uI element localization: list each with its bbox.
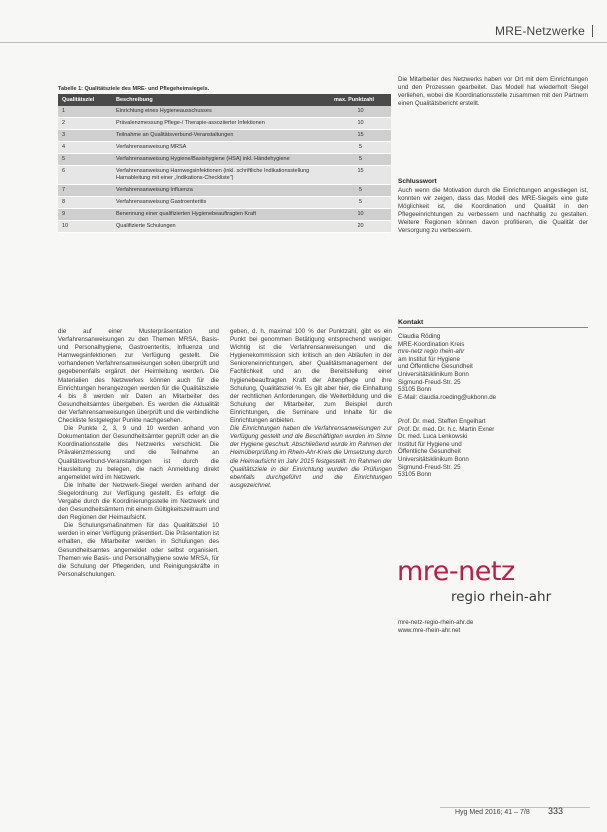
contact-line: Dr. med. Luca Lenkowski [398, 433, 468, 441]
schlusswort-text: Auch wenn die Motivation durch die Einrichtungen angestiegen ist, konnten wir zeigen, dass das Modell des MRE-Siegels eine gute Möglichkeit ist, die Koordination und Qualität in den Pflegeeinrichtungen zu verbessern und nachhaltig zu gestalten. Weitere Regionen können davon profitieren, die Qualität der Versorgung zu verbessern. [398, 187, 588, 235]
description-cell: Verfahrensanweisung Hygiene/Basishygiene (HSA) inkl. Händehygiene [112, 154, 330, 166]
running-header: MRE-Netzwerke [495, 24, 585, 38]
points-cell: 5 [330, 154, 391, 166]
table-caption: Tabelle 1: Qualitätsziele des MRE- und Pflegeheimsiegels. [58, 86, 210, 92]
goal-number-cell: 6 [58, 166, 112, 185]
points-cell: 20 [330, 221, 391, 233]
points-cell: 5 [330, 197, 391, 209]
goal-number-cell: 5 [58, 154, 112, 166]
contact-line: Universitätsklinikum Bonn [398, 455, 469, 463]
table-row [58, 166, 391, 185]
table-row [58, 142, 391, 154]
description-cell: Verfahrensanweisung Harnwegsinfektionen (inkl. schriftliche Indikationsstellung Harnableitung mit einer „Indikations-Checkliste") [112, 166, 330, 185]
goal-number-cell: 4 [58, 142, 112, 154]
contact-line: Prof. Dr. med. Dr. h.c. Martin Exner [398, 425, 495, 433]
description-cell: Benennung einer qualifizierten Hygienebeauftragten Kraft [112, 209, 330, 221]
description-cell: Verfahrensanweisung Gastroenteritis [112, 197, 330, 209]
description-cell: Verfahrensanweisung MRSA [112, 142, 330, 154]
col1-paragraph: Die Punkte 2, 3, 9 und 10 werden anhand von Dokumentation der Gesundheitsämter geprüft oder an die Koordinationsstelle des Netzwerks verschickt. Die Prävalenzmessung und die Teilnahme an Qualitätsverbund-Veranstaltungen ist durch die Hausleitung zu belegen, die nach Anmeldung direkt angemeldet wird im Netzwerk. [58, 425, 219, 481]
contact-line: Sigmund-Freud-Str. 25 [398, 463, 461, 471]
body-column-2 [230, 328, 392, 490]
contact-line: MRE-Koordination Kreis [398, 340, 465, 348]
website-link[interactable]: www.mre-rhein-ahr.net [398, 626, 461, 634]
contact-block-1 [398, 333, 588, 401]
description-cell: Einrichtung eines Hygieneausschusses [112, 106, 330, 118]
points-cell: 15 [330, 130, 391, 142]
table-row [58, 130, 391, 142]
points-cell: 10 [330, 209, 391, 221]
contact-line: 53105 Bonn [398, 471, 432, 479]
table-row [58, 154, 391, 166]
contact-email[interactable]: E-Mail: claudia.roeding@ukbonn.de [398, 393, 497, 401]
contact-line: 53105 Bonn [398, 386, 432, 394]
footer-journal: Hyg Med 2016; 41 – 7/8 [455, 809, 530, 816]
col-header-points: max. Punktzahl [330, 94, 391, 106]
header-bar-divider [592, 25, 593, 37]
points-cell: 10 [330, 106, 391, 118]
contact-line: Institut für Hygiene und [398, 440, 462, 448]
mre-netz-logo [397, 556, 587, 612]
col1-paragraph: die auf einer Musterpräsentation und Verfahrensanweisungen zu den Themen MRSA, Basis- und Personalhygiene, Gastroenteritis, Influenza und Harnwegsinfektionen zur Verfügung gestellt. Die vorhandenen Verfahrensanweisungen sollen überprüft und gegebenenfalls ergänzt der Heimleitung werden. Die Materialien des Netzwerkes können auch für die Einrichtungen herangezogen werden für die Qualitätsziele 4 bis 8 werden wir Daten an Mitarbeiter des Gesundheitsamtes übergeben. Es werden die Aktualität der Verfahrensanweisungen überprüft und die verbindliche Checkliste festgelegter Punkte nachgesehen. [58, 328, 219, 425]
website-link[interactable]: mre-netz-regio-rhein-ahr.de [398, 619, 474, 626]
contact-line: und Öffentliche Gesundheit [398, 363, 473, 371]
contact-line: Öffentliche Gesundheit [398, 448, 461, 456]
contact-line: Sigmund-Freud-Str. 25 [398, 378, 461, 386]
contact-rule [398, 327, 588, 328]
logo-links [398, 619, 588, 634]
description-cell: Verfahrensanweisung Influenza [112, 185, 330, 197]
goal-number-cell: 3 [58, 130, 112, 142]
table-row [58, 106, 391, 118]
col2-paragraph: geben, d. h. maximal 100 % der Punktzahl, gibt es ein Punkt bei genommen Betätigung entsprechend weniger. Wichtig ist die Verfahrensanweisungen und die Hygienekommission sich kritisch an den Abläufen in der Senioreneinrichtungen, aber Qualitätsmanagement der Fachlichkeit und an die Bereitstellung einer hygienebeauftragten Kraft der Altenpflege und ihre Schulung, Qualitätsziel %. Es gilt aber hier, die Einhaltung der rechtlichen Anforderungen, die Weiterbildung und die Schulung der Mitarbeiter, zum Beispiel durch Einrichtungen, die Seminare und Inhalte für die Einrichtungen anbieten. [230, 328, 392, 425]
goal-number-cell: 10 [58, 221, 112, 233]
goal-number-cell: 7 [58, 185, 112, 197]
table-row [58, 197, 391, 209]
goal-number-cell: 8 [58, 197, 112, 209]
contact-line: am Institut für Hygiene [398, 355, 460, 363]
right-column-intro: Die Mitarbeiter des Netzwerks haben vor Ort mit dem Einrichtungen und den Prozessen gearbeitet. Das Modell hat wiederholt Siegel verliehen, wobei die Koordinationsstelle zusammen mit den Partnern einen Qualitätsbericht erstellt. [398, 76, 588, 108]
points-cell: 15 [330, 166, 391, 185]
description-cell: Prävalenzmessung Pflege-/ Therapie-assoziierter Infektionen [112, 118, 330, 130]
col2-italic-paragraph: Die Einrichtungen haben die Verfahrensanweisungen zur Verfügung gestellt und die Beschäftigten wurden im Sinne der Hygiene geschult. Abschließend wurde im Rahmen der Heimüberprüfung im Rhein-Ahr-Kreis die Umsetzung durch die Heimaufsicht im Jahr 2015 festgestellt. Im Rahmen der Qualitätsziele in der Einrichtung wurden die Prüfungen ebenfalls durchgeführt und die Einrichtungen ausgezeichnet. [230, 425, 392, 489]
table-row [58, 185, 391, 197]
col-header-description: Beschreibung [112, 94, 330, 106]
goal-number-cell: 1 [58, 106, 112, 118]
table-row [58, 209, 391, 221]
quality-goals-table [58, 94, 391, 233]
footer-rule [440, 807, 590, 808]
description-cell: Qualifizierte Schulungen [112, 221, 330, 233]
contact-block-2 [398, 418, 588, 479]
points-cell: 5 [330, 142, 391, 154]
contact-line: Universitätsklinikum Bonn [398, 370, 469, 378]
contact-line: Claudia Röding [398, 333, 441, 340]
table-row [58, 118, 391, 130]
body-column-1 [58, 328, 219, 579]
section-heading-schlusswort: Schlusswort [398, 178, 437, 185]
contact-heading: Kontakt [398, 319, 424, 326]
header-rule [0, 42, 607, 43]
description-cell: Teilnahme an Qualitätsverbund-Veranstaltungen [112, 130, 330, 142]
logo-wordmark: mre-netz [397, 556, 515, 587]
col-header-goal: Qualitätsziel [58, 94, 112, 106]
points-cell: 10 [330, 118, 391, 130]
goal-number-cell: 2 [58, 118, 112, 130]
col1-paragraph: Die Schulungsmaßnahmen für das Qualitätsziel 10 werden in einer Verfügung präsentiert. Die Präsentation ist erhalten, die Mitarbeiter werden in Schulungen des Gesundheitsamtes angemeldet oder selbst organisiert. Themen wie Basis- und Personalhygiene sowie MRSA, für die Schulung der Pflegenden, und Reinigungskräfte in Personalschulungen. [58, 522, 219, 578]
points-cell: 5 [330, 185, 391, 197]
page-number: 333 [548, 806, 564, 816]
contact-line: Prof. Dr. med. Steffen Engelhart [398, 418, 486, 425]
col1-paragraph: Die Inhalte der Netzwerk-Siegel werden anhand der Siegelordnung zur Verfügung gestellt. Es erfolgt die Vergabe durch die Koordinierungsstelle im Netzwerk und den Gesundheitsämtern mit einem Gültigkeitszeitraum und den Regionen der Heimaufsicht. [58, 481, 219, 522]
logo-subtitle: regio rhein-ahr [451, 589, 552, 605]
goal-number-cell: 9 [58, 209, 112, 221]
contact-line: mre-netz regio rhein-ahr [398, 348, 465, 356]
table-row [58, 221, 391, 233]
